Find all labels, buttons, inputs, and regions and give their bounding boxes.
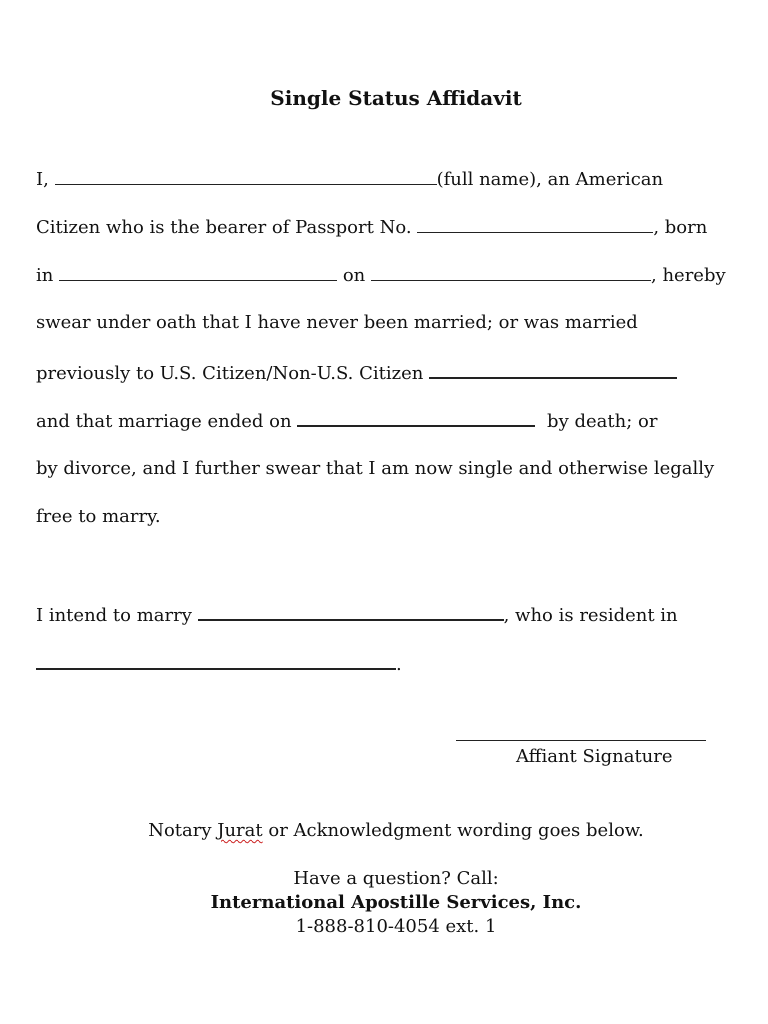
passport-line xyxy=(36,216,707,239)
intent-line xyxy=(36,603,678,627)
birth-date-blank[interactable] xyxy=(371,264,651,281)
oath-line: swear under oath that I have never been married; or was married xyxy=(36,312,638,333)
full-name-blank[interactable] xyxy=(55,168,437,185)
intended-spouse-blank[interactable] xyxy=(198,603,504,621)
residence-line xyxy=(36,652,402,676)
previous-spouse-line xyxy=(36,361,677,385)
notary-suffix: or Acknowledgment wording goes below. xyxy=(268,820,644,841)
line1-suffix: (full name), an American xyxy=(436,169,664,190)
line3-suffix: , hereby xyxy=(651,265,726,286)
marriage-end-date-blank[interactable] xyxy=(297,409,535,427)
birth-line xyxy=(36,264,726,287)
notary-prefix: Notary xyxy=(148,820,212,841)
signature-blank[interactable] xyxy=(456,722,706,741)
intent-prefix: I intend to marry xyxy=(36,605,192,626)
full-name-line xyxy=(36,168,663,191)
passport-number-blank[interactable] xyxy=(417,216,653,233)
divorce-line: by divorce, and I further swear that I am now single and otherwise legally xyxy=(36,458,715,479)
free-to-marry-line: free to marry. xyxy=(36,506,161,527)
line2-prefix: Citizen who is the bearer of Passport No. xyxy=(36,217,412,238)
signature-label: Affiant Signature xyxy=(516,746,673,767)
line2-suffix: , born xyxy=(653,217,708,238)
marriage-ended-line xyxy=(36,409,657,433)
line6-prefix: and that marriage ended on xyxy=(36,411,292,432)
line5-prefix: previously to U.S. Citizen/Non-U.S. Citizen xyxy=(36,363,424,384)
residence-blank[interactable] xyxy=(36,652,396,670)
company-name: International Apostille Services, Inc. xyxy=(210,892,582,913)
notary-note xyxy=(0,820,768,841)
document-title: Single Status Affidavit xyxy=(270,86,522,110)
line3-prefix: in xyxy=(36,265,54,286)
line6-suffix: by death; or xyxy=(547,411,658,432)
jurat-word: Jurat xyxy=(217,820,263,841)
line1-prefix: I, xyxy=(36,169,49,190)
contact-question: Have a question? Call: xyxy=(293,868,499,889)
previous-spouse-blank[interactable] xyxy=(429,361,677,379)
birth-place-blank[interactable] xyxy=(59,264,337,281)
phone-number[interactable]: 1-888-810-4054 ext. 1 xyxy=(295,916,497,937)
intent-suffix: , who is resident in xyxy=(503,605,678,626)
residence-period: . xyxy=(396,654,402,675)
line3-middle: on xyxy=(342,265,366,286)
